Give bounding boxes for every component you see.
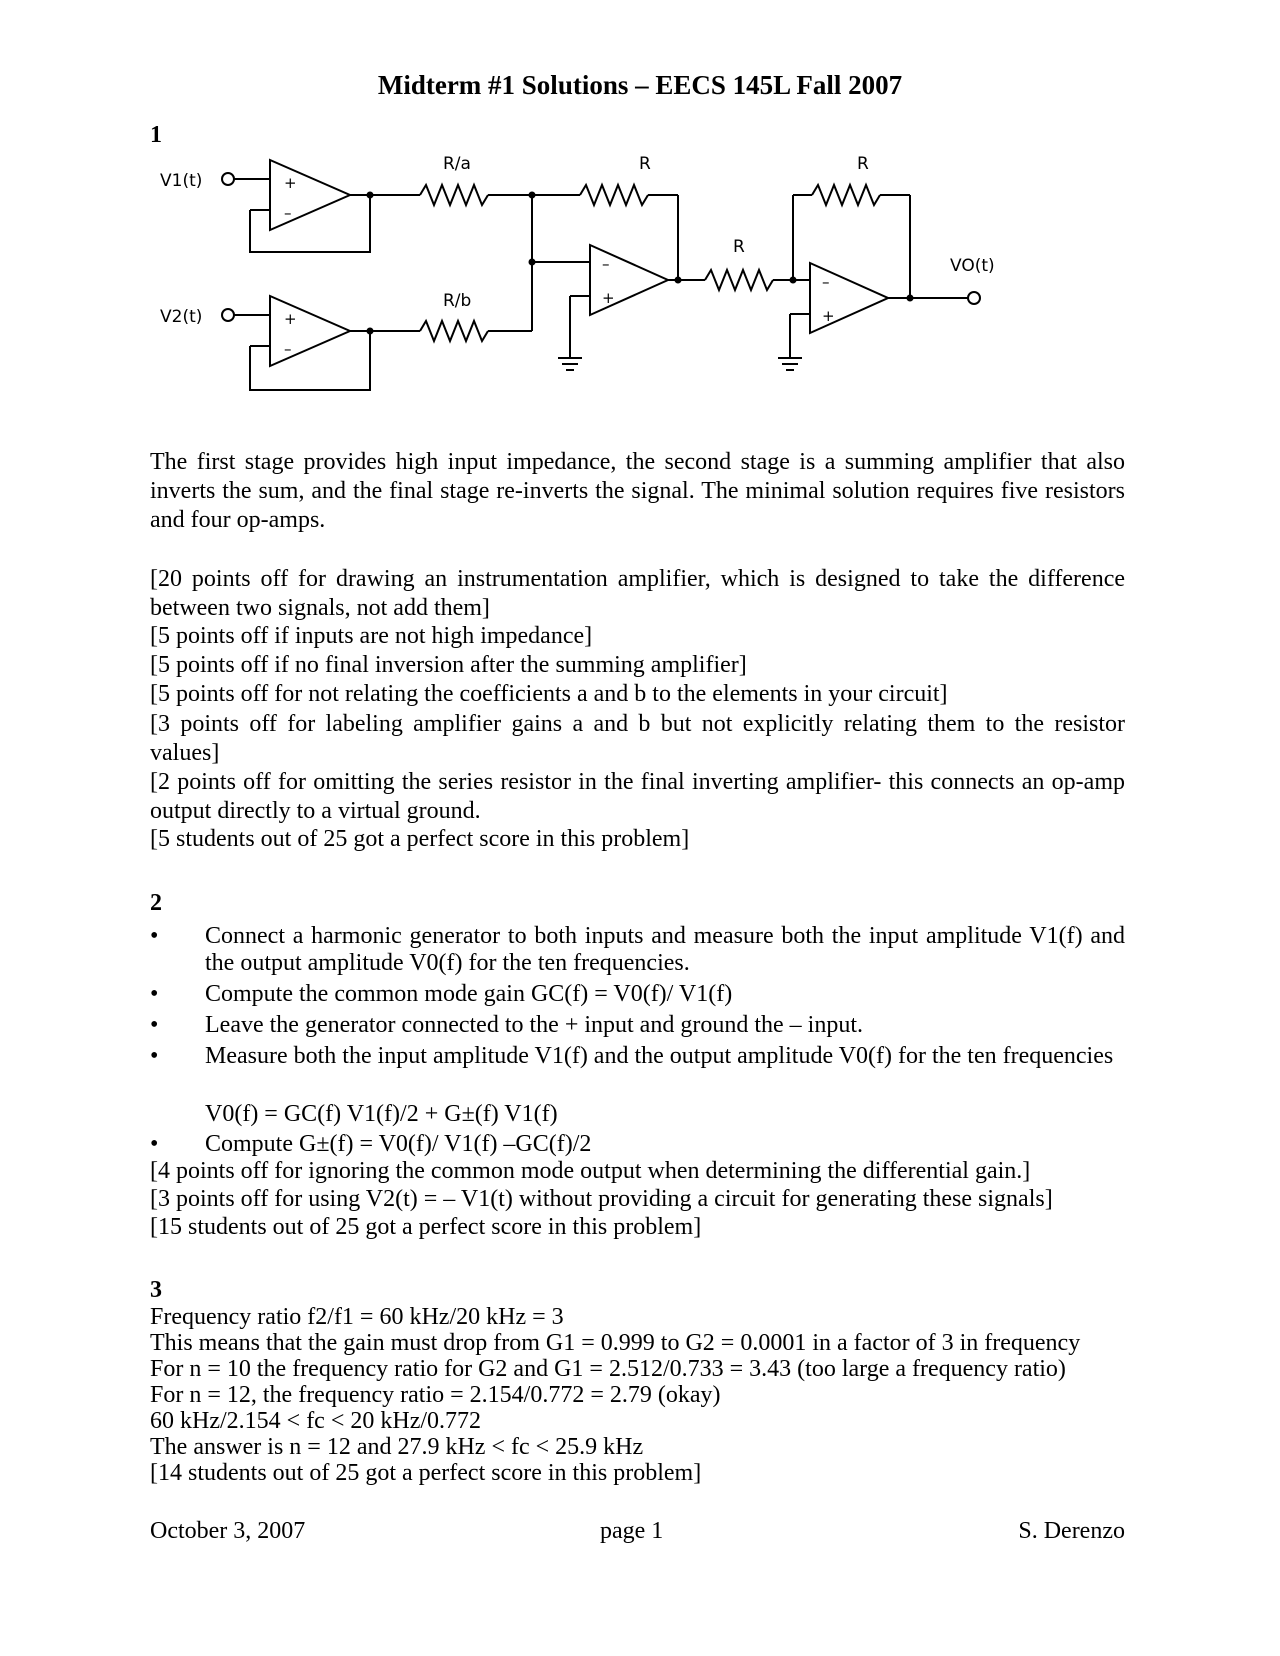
section-3-line-6: The answer is n = 12 and 27.9 kHz < fc < 25.9 kHz [150,1434,644,1460]
resistor-r-over-a [420,185,488,205]
page-title: Midterm #1 Solutions – EECS 145L Fall 2007 [377,70,903,100]
label-r-over-a: R/a [443,154,471,174]
section-3-line-4: For n = 12, the frequency ratio = 2.154/0.772 = 2.79 (okay) [150,1382,721,1408]
section-2-grade-2: [3 points off for using V2(t) = – V1(t) without providing a circuit for generating these signals] [150,1186,1053,1212]
section-2-bullet-5: Compute G±(f) = V0(f)/ V1(f) –GC(f)/2 [205,1131,592,1157]
section-1-grade-7: [5 students out of 25 got a perfect score in this problem] [150,826,690,852]
resistor-series [705,270,773,290]
v1-terminal [222,173,234,185]
plus-sign: + [822,307,835,325]
label-r-over-b: R/b [443,291,472,311]
circuit-diagram [140,150,1020,420]
footer-page-number: page 1 [600,1518,664,1544]
section-3-line-7: [14 students out of 25 got a perfect score in this problem] [150,1460,702,1486]
section-2-bullet-3: Leave the generator connected to the + input and ground the – input. [205,1012,863,1038]
plus-sign: + [284,174,297,192]
minus-sign: – [284,204,292,222]
vo-terminal [968,292,980,304]
section-2-grade-1: [4 points off for ignoring the common mode output when determining the differential gain.] [150,1158,1031,1184]
label-v2: V2(t) [160,307,203,327]
section-2-bullet-4: Measure both the input amplitude V1(f) and the output amplitude V0(f) for the ten frequencies [205,1043,1114,1069]
bullet-marker: • [150,1043,159,1069]
minus-sign: – [822,273,830,291]
footer-date: October 3, 2007 [150,1518,306,1544]
section-3-line-1: Frequency ratio f2/f1 = 60 kHz/20 kHz = 3 [150,1304,564,1330]
section-1-grade-5: [3 points off for labeling amplifier gains a and b but not explicitly relating them to the resistor values] [150,711,1125,766]
section-3-number: 3 [150,1277,162,1303]
bullet-marker: • [150,1012,159,1038]
section-1-grade-2: [5 points off if inputs are not high impedance] [150,623,593,649]
section-2-grade-3: [15 students out of 25 got a perfect score in this problem] [150,1214,702,1240]
section-2-equation: V0(f) = GC(f) V1(f)/2 + G±(f) V1(f) [205,1101,558,1127]
minus-sign: – [602,255,610,273]
label-r-feedback-2: R [857,154,869,174]
bullet-marker: • [150,923,159,949]
bullet-marker: • [150,1131,159,1157]
plus-sign: + [602,289,615,307]
label-r-feedback-1: R [639,154,651,174]
v2-terminal [222,309,234,321]
section-1-description: The first stage provides high input impedance, the second stage is a summing amplifier that also inverts the sum, and the final stage re-inverts the signal. The minimal solution requires five resistors and four op-amps. [150,449,1125,533]
plus-sign: + [284,310,297,328]
section-1-grade-6: [2 points off for omitting the series resistor in the final inverting amplifier- this connects an op-amp output directly to a virtual ground. [150,769,1125,824]
section-1-number: 1 [150,122,162,148]
label-r-series: R [733,237,745,257]
section-1-grade-3: [5 points off if no final inversion after the summing amplifier] [150,652,747,678]
bullet-marker: • [150,981,159,1007]
resistor-feedback-2 [812,185,880,205]
resistor-r-over-b [420,321,488,341]
opamp-buffer-1 [270,160,350,230]
section-3-line-5: 60 kHz/2.154 < fc < 20 kHz/0.772 [150,1408,482,1434]
label-v1: V1(t) [160,171,203,191]
label-vo: VO(t) [950,256,995,276]
section-1-grade-1: [20 points off for drawing an instrumentation amplifier, which is designed to take the difference between two signals, not add them] [150,566,1125,621]
opamp-buffer-2 [270,296,350,366]
section-2-bullet-2: Compute the common mode gain GC(f) = V0(f)/ V1(f) [205,981,733,1007]
minus-sign: – [284,340,292,358]
section-1-grade-4: [5 points off for not relating the coefficients a and b to the elements in your circuit] [150,681,948,707]
section-3-line-2: This means that the gain must drop from G1 = 0.999 to G2 = 0.0001 in a factor of 3 in frequency [150,1330,1081,1356]
section-2-bullet-1: Connect a harmonic generator to both inputs and measure both the input amplitude V1(f) and the output amplitude V0(f) for the ten frequencies. [205,923,1125,976]
section-3-line-3: For n = 10 the frequency ratio for G2 and G1 = 2.512/0.733 = 3.43 (too large a frequency ratio) [150,1356,1066,1382]
footer-author: S. Derenzo [1018,1518,1125,1544]
section-2-number: 2 [150,890,162,916]
resistor-feedback-1 [580,185,648,205]
